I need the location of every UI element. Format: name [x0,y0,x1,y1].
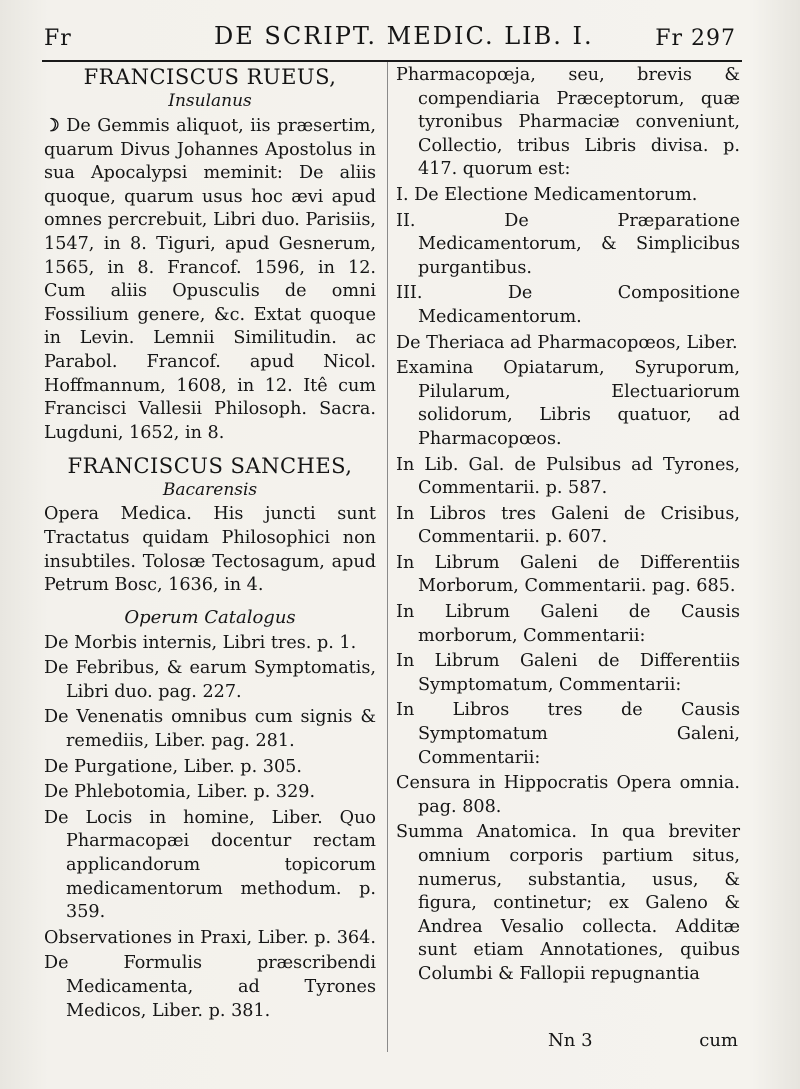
catalog-entry: Censura in Hippocratis Opera omnia. pag. 808. [396,773,740,817]
catchword: cum [699,1030,738,1051]
catalog-entry: I. De Electione Medicamentorum. [396,184,698,205]
entry-text-sanches: Opera Medica. His juncti sunt Tractatus quidam Philosophici non insubtiles. Tolosæ Tectosagum, apud Petrum Bosc, 1636, in 4. [44,504,376,596]
catalog-entry: De Theriaca ad Pharmacopœos, Liber. [396,332,738,353]
entry-subheading-sanches: Bacarensis [162,480,258,501]
catalog-entry: De Phlebotomia, Liber. p. 329. [44,782,316,803]
catalog-entry: De Febribus, & earum Symptomatis, Libri duo. pag. 227. [44,658,376,702]
running-head [44,22,736,56]
catalog-entry: In Librum Galeni de Differentiis Morborum, Commentarii. pag. 685. [396,552,740,597]
catalog-entry: De Venenatis omnibus cum signis & remediis, Liber. pag. 281. [44,707,376,752]
entry-subheading-rueus: Insulanus [168,91,252,111]
running-head-left: Fr [44,26,72,51]
catalog-entry: Summa Anatomica. In qua breviter omnium corporis partium situs, numerus, substantia, usus, & figura, continetur; ex Galeno & Andrea Vesalio collecta. Additæ sunt etiam Annotationes, quibus Columbi & Fallopii repugnantia [396,822,740,984]
catalog-entry: In Libros tres Galeni de Crisibus, Commentarii. p. 607. [396,503,740,548]
catalog-entry: In Librum Galeni de Differentiis Symptomatum, Commentarii: [396,651,740,695]
catalog-entry: III. De Compositione Medicamentorum. [396,283,740,327]
header-rule [42,60,742,62]
catalog-entry: Observationes in Praxi, Liber. p. 364. [44,927,376,948]
catalog-entry: De Morbis internis, Libri tres. p. 1. [44,632,357,653]
entry-body-rueus: De Gemmis aliquot, iis præsertim, quarum Divus Johannes Apostolus in sua Apocalypsi meminit: De aliis quoque, quarum usus hoc ævi apud omnes percrebuit, Libri duo. Parisiis, 1547, in 8. Tiguri, apud Gesnerum, 1565, in 8. Francof. 1596, in 12. Cum aliis Opusculis de omni Fossilium genere, &c. Extat quoque in Levin. Lemnii Similitudin. ac Parabol. Francof. apud Nicol. Hoffmannum, 1608, in 12. Itê cum Francisci Vallesii Philosoph. Sacra. Lugduni, 1652, in 8. [44,116,376,443]
catalog-entry: De Locis in homine, Liber. Quo Pharmacopæi docentur rectam applicandorum topicorum medicamentorum methodum. p. 359. [44,807,376,923]
catalog-entry: Examina Opiatarum, Syruporum, Pilularum, Electuariorum solidorum, Libris quatuor, ad Pharmacopœos. [396,358,740,449]
catalog-entry: Pharmacopœja, seu, brevis & compendiaria Præceptorum, quæ tyronibus Pharmaciæ conveniunt, Collectio, tribus Libris divisa. p. 417. quorum est: [396,65,740,180]
signature-mark: Nn 3 [548,1030,593,1051]
entry-heading-rueus: FRANCISCUS RUEUS, [83,65,337,89]
catalog-entry: De Formulis præscribendi Medicamenta, ad Tyrones Medicos, Liber. p. 381. [44,953,376,1021]
entry-heading-sanches: FRANCISCUS SANCHES, [67,454,353,479]
moon-symbol-icon: ☽ [44,115,60,136]
catalog-entry: II. De Præparatione Medicamentorum, & Simplicibus purgantibus. [396,210,740,278]
catalog-title: Operum Catalogus [124,606,296,628]
catalog-entry: De Purgatione, Liber. p. 305. [44,756,302,777]
running-head-page-number: Fr 297 [655,26,736,51]
catalog-entry: In Lib. Gal. de Pulsibus ad Tyrones, Commentarii. p. 587. [396,454,740,499]
catalog-entry: In Librum Galeni de Causis morborum, Commentarii: [396,602,740,646]
right-column [396,64,740,989]
running-head-title: DE SCRIPT. MEDIC. LIB. I. [214,22,594,50]
catalog-entry: In Libros tres de Causis Symptomatum Galeni, Commentarii: [396,700,740,768]
entry-text-rueus [44,114,376,445]
left-column [44,64,376,1025]
column-divider [387,62,388,1052]
